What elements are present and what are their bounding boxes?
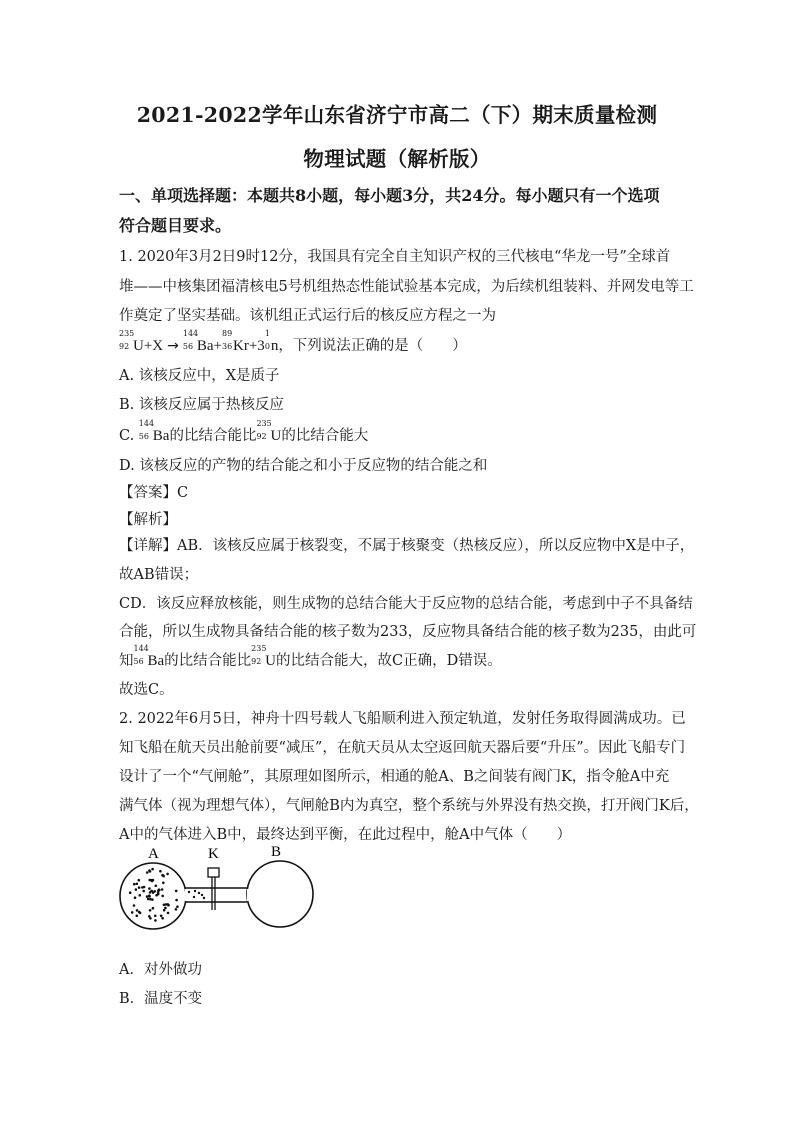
gas-particle [152,907,155,910]
cabin-a-circle [120,863,186,929]
gas-particle [162,875,165,878]
gas-particle [141,886,144,889]
uranium-nuclide: 235 92 U [119,329,144,354]
gas-particle [154,915,157,918]
gas-particle [198,892,200,894]
gas-particle [176,905,179,908]
q2-stem-line4: 满气体（视为理想气体），气闸舱B内为真空，整个系统与外界没有热交换，打开阀门K后， [119,798,699,814]
gas-particle [166,873,169,876]
gas-particle [131,911,134,914]
gas-particle [129,891,132,894]
q1-option-d: D. 该核反应的产物的结合能之和小于反应物的结合能之和 [119,458,488,474]
gas-particle [149,909,152,912]
q2-stem-line5: A中的气体进入B中，最终达到平衡，在此过程中，舱A中气体（ ） [119,827,572,843]
gas-particle [148,887,151,890]
document-title: 2021-2022学年山东省济宁市高二（下）期末质量检测 [136,103,658,127]
plus-x: +X [143,338,164,354]
gas-particle [146,871,149,874]
section-heading-line2: 符合题目要求。 [119,216,232,235]
gas-particle [148,869,151,872]
gas-particle [139,894,142,897]
gas-particle [138,911,141,914]
q1-stem-line1: 1. 2020年3月2日9时12分，我国具有完全自主知识产权的三代核电“华龙一号”全球首 [119,249,671,265]
gas-particle [151,880,154,883]
uranium-nuclide: 235 92 U [256,419,282,444]
q1-option-c: C. 144 56 Ba的比结合能比 235 92 U的比结合能大 [119,419,369,444]
gas-particle [146,895,149,898]
q1-nuclear-equation: 235 92 U+X → 144 56 Ba+ 89 36 Kr+3 1 0 n，下列说法正确的是（ ） [119,329,467,354]
gas-particle [162,882,165,885]
q1-detail-line3: CD．该反应释放核能，则生成物的总结合能大于反应物的总结合能，考虑到中子不具备结 [119,596,693,612]
gas-particle [151,868,154,871]
krypton-nuclide: 89 36 Kr [222,329,249,354]
barium-nuclide: 144 56 Ba [182,329,214,354]
gas-particle [175,908,178,911]
reaction-arrow: → [167,338,179,354]
gas-particle [135,888,138,891]
q2-stem-line2: 知飞船在航天员出舱前要“减压”，在航天员从太空返回航天器后要“升压”。因此飞船专门 [119,740,686,756]
neutron-nuclide: 1 0 n [264,329,279,354]
q2-stem-line3: 设计了一个“气闸舱”，其原理如图所示，相通的舱A、B之间装有阀门K，指令舱A中充 [119,769,670,785]
gas-particle [136,883,139,886]
gas-particle [154,919,157,922]
gas-particle [136,909,139,912]
valve-k-handle [208,868,219,877]
barium-nuclide: 144 56 Ba [133,644,165,669]
gas-particle [160,915,163,918]
gas-particle [188,891,190,893]
gas-particle [163,909,166,912]
gas-particle [155,885,158,888]
q1-answer: 【答案】C [119,485,189,501]
q1-stem-line2: 堆——中核集团福清核电5号机组热态性能试验基本完成，为后续机组装料、并网发电等工 [119,279,694,295]
barium-nuclide: 144 56 Ba [138,419,170,444]
gas-particle [138,879,141,882]
q1-detail-line1: 【详解】AB．该核反应属于核裂变，不属于核聚变（热核反应），所以反应物中X是中子， [119,538,695,554]
q1-conclusion: 故选C。 [119,682,174,698]
gas-particle [149,898,152,901]
q2-stem-line1: 2. 2022年6月5日，神舟十四号载人飞船顺利进入预定轨道，发射任务取得圆满成功。已 [119,711,686,727]
q1-option-a: A. 该核反应中，X是质子 [119,368,280,384]
q1-detail-line5: 知 144 56 Ba的比结合能比 235 92 U的比结合能大，故C正确，D错误。 [119,644,502,669]
gas-particle [136,915,139,918]
q1-stem-line3: 作奠定了坚实基础。该机组正式运行后的核反应方程之一为 [119,308,496,324]
gas-particle [133,904,136,907]
q1-detail-line2: 故AB错误； [119,567,199,583]
gas-particle [159,870,162,873]
label-cabin-a: A [148,846,159,862]
q1-equation-tail: ，下列说法正确的是（ ） [278,338,467,354]
document-subtitle: 物理试题（解析版） [303,147,491,171]
q2-option-a: A．对外做功 [119,962,202,978]
gas-particle [134,896,137,899]
gas-particle [152,891,155,894]
gas-particle [165,903,168,906]
gas-particle [175,890,178,893]
q2-option-b: B．温度不变 [119,991,203,1007]
q1-option-b: B. 该核反应属于热核反应 [119,397,284,413]
gas-particle [161,888,164,891]
uranium-nuclide: 235 92 U [251,644,277,669]
gas-particle [142,890,145,893]
gas-particle [147,898,150,901]
q1-analysis-label: 【解析】 [119,512,177,528]
gas-particle [133,883,136,886]
gas-particle [193,896,195,898]
gas-particle [158,888,161,891]
gas-particle [164,907,167,910]
gas-particle [194,890,196,892]
gas-particle [203,897,205,899]
gas-particle [201,894,203,896]
label-cabin-b: B [271,844,282,860]
gas-particle [157,893,160,896]
gas-particle [175,899,178,902]
gas-particle [149,917,152,920]
label-valve-k: K [208,846,219,862]
gas-particle [161,895,164,898]
gas-particle [167,912,170,915]
gas-particle [138,886,141,889]
airlock-figure [115,840,335,940]
section-heading-line1: 一、单项选择题：本题共8小题，每小题3分，共24分。每小题只有一个选项 [119,186,660,205]
gas-particle [161,917,164,920]
cabin-b-circle [247,861,313,927]
q1-detail-line4: 合能，所以生成物具备结合能的核子数为233，反应物具备结合能的核子数为235，由此可 [119,624,697,640]
